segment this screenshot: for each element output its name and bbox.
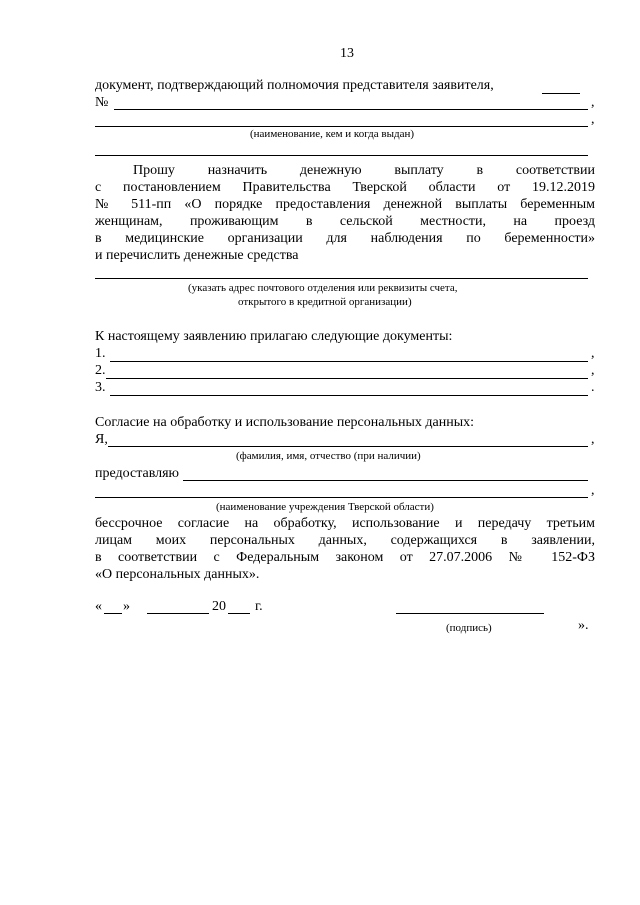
request-line-6: и перечислить денежные средства: [95, 248, 299, 263]
date-year-suffix: г.: [255, 599, 263, 614]
request-line-4: женщинам, проживающим в сельской местности, на проезд: [95, 214, 595, 229]
consent-line-1: бессрочное согласие на обработку, использование и передачу третьим: [95, 516, 595, 531]
period: .: [591, 380, 595, 395]
full-name-hint: (фамилия, имя, отчество (при наличии): [236, 450, 421, 462]
blank-line[interactable]: [95, 155, 588, 156]
attachment-field-1[interactable]: [110, 361, 588, 362]
request-line-5: в медицинские организации для наблюдения по беременности»: [95, 231, 595, 246]
comma: ,: [591, 363, 595, 378]
attachment-field-3[interactable]: [110, 395, 588, 396]
rep-doc-blank-short[interactable]: [542, 93, 580, 94]
request-line-1: Прошу назначить денежную выплату в соответствии: [133, 163, 595, 178]
date-year-prefix: 20: [212, 599, 226, 614]
consent-line-3: в соответствии с Федеральным законом от 27.07.2006 № 152-ФЗ: [95, 550, 595, 565]
comma: ,: [591, 346, 595, 361]
rep-doc-number-field[interactable]: [114, 109, 588, 110]
attachment-number-1: 1.: [95, 346, 106, 361]
issued-by-hint: (наименование, кем и когда выдан): [250, 128, 415, 140]
comma: ,: [591, 483, 595, 498]
consent-line-4: «О персональных данных».: [95, 567, 260, 582]
date-open-quote: «: [95, 599, 102, 614]
request-line-2: с постановлением Правительства Тверской области от 19.12.2019: [95, 180, 595, 195]
signature-hint: (подпись): [446, 622, 492, 634]
payment-details-field[interactable]: [95, 278, 588, 279]
request-line-3: № 511-пп «О порядке предоставления денежной выплаты беременным: [95, 197, 595, 212]
closing-quote: ».: [578, 618, 589, 633]
comma: ,: [591, 432, 595, 447]
attachment-number-3: 3.: [95, 380, 106, 395]
payment-hint-2: открытого в кредитной организации): [238, 296, 412, 308]
attachments-heading: К настоящему заявлению прилагаю следующие документы:: [95, 329, 453, 344]
number-sign-label: №: [95, 95, 109, 110]
signature-field[interactable]: [396, 613, 544, 614]
comma: ,: [591, 112, 595, 127]
attachment-field-2[interactable]: [106, 378, 588, 379]
page-number: 13: [340, 46, 354, 61]
representative-doc-label: документ, подтверждающий полномочия представителя заявителя,: [95, 78, 494, 93]
consent-line-2: лицам моих персональных данных, содержащихся в заявлении,: [95, 533, 595, 548]
consent-i-label: Я,: [95, 432, 108, 447]
institution-field[interactable]: [95, 497, 588, 498]
date-day-field[interactable]: [104, 613, 122, 614]
date-month-field[interactable]: [147, 613, 209, 614]
provide-to-field[interactable]: [183, 480, 588, 481]
date-close-quote: »: [123, 599, 130, 614]
provide-label: предоставляю: [95, 466, 180, 481]
attachment-number-2: 2.: [95, 363, 106, 378]
comma: ,: [591, 95, 595, 110]
full-name-field[interactable]: [108, 446, 588, 447]
rep-doc-issued-field[interactable]: [95, 126, 588, 127]
date-year-field[interactable]: [228, 613, 250, 614]
institution-hint: (наименование учреждения Тверской области): [216, 501, 434, 513]
payment-hint-1: (указать адрес почтового отделения или реквизиты счета,: [188, 282, 458, 294]
consent-heading: Согласие на обработку и использование персональных данных:: [95, 415, 474, 430]
